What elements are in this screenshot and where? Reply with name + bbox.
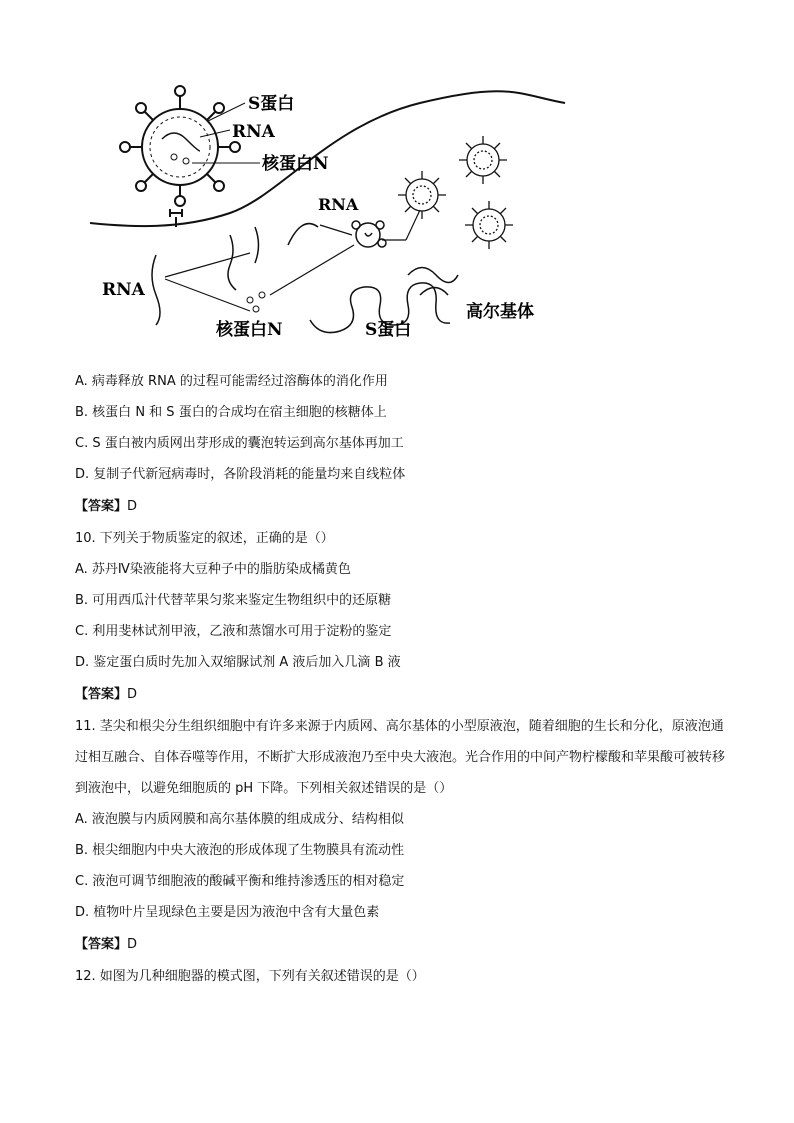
- q10-stem: 10. 下列关于物质鉴定的叙述，正确的是（）: [75, 531, 334, 546]
- q12-stem: 12. 如图为几种细胞器的模式图，下列有关叙述错误的是（）: [75, 969, 425, 984]
- q9-option-c: C. S 蛋白被内质网出芽形成的囊泡转运到高尔基体再加工: [75, 436, 404, 451]
- q10-answer: [75, 686, 137, 704]
- q9-option-d: D. 复制子代新冠病毒时，各阶段消耗的能量均来自线粒体: [75, 467, 406, 482]
- q9-answer: [75, 498, 137, 516]
- answer-tag: 【答案】: [75, 499, 128, 514]
- q11-answer: [75, 936, 137, 954]
- label-rna-mid: RNA: [318, 195, 359, 214]
- virus-infection-diagram: [90, 85, 570, 345]
- answer-tag: 【答案】: [75, 937, 128, 952]
- q10-option-b: B. 可用西瓜汁代替苹果匀浆来鉴定生物组织中的还原糖: [75, 593, 392, 608]
- answer-value: D: [127, 687, 138, 702]
- virion-icon: [398, 136, 513, 249]
- answer-tag: 【答案】: [75, 687, 128, 702]
- label-rna-left: RNA: [102, 280, 145, 300]
- q9-option-a: A. 病毒释放 RNA 的过程可能需经过溶酶体的消化作用: [75, 374, 388, 389]
- q11-stem: 11. 茎尖和根尖分生组织细胞中有许多来源于内质网、高尔基体的小型原液泡，随着细胞的生长和分化，原液泡通过相互融合、自体吞噬等作用，不断扩大形成液泡乃至中央大液泡。光合作用的中间产物柠檬酸和苹果酸可被转移到液泡中，以避免细胞质的 pH 下降。下列相关叙述错误的是（）: [75, 719, 726, 796]
- q9-option-b: B. 核蛋白 N 和 S 蛋白的合成均在宿主细胞的核糖体上: [75, 405, 387, 420]
- label-s-protein-top: S蛋白: [248, 94, 295, 114]
- q11-option-c: C. 液泡可调节细胞液的酸碱平衡和维持渗透压的相对稳定: [75, 874, 405, 889]
- label-rna-top: RNA: [232, 122, 275, 142]
- virus-particle-icon: [120, 86, 240, 206]
- label-nucleoprotein-bottom: 核蛋白N: [216, 320, 283, 340]
- q11-option-a: A. 液泡膜与内质网膜和高尔基体膜的组成成分、结构相似: [75, 812, 404, 827]
- q11-option-b: B. 根尖细胞内中央大液泡的形成体现了生物膜具有流动性: [75, 843, 405, 858]
- q10-option-c: C. 利用斐林试剂甲液，乙液和蒸馏水可用于淀粉的鉴定: [75, 624, 392, 639]
- label-golgi: 高尔基体: [466, 302, 534, 322]
- label-nucleoprotein-top: 核蛋白N: [262, 154, 329, 174]
- answer-value: D: [127, 499, 138, 514]
- q10-option-d: D. 鉴定蛋白质时先加入双缩脲试剂 A 液后加入几滴 B 液: [75, 655, 401, 670]
- q10-option-a: A. 苏丹Ⅳ染液能将大豆种子中的脂肪染成橘黄色: [75, 562, 351, 577]
- label-s-protein-bottom: S蛋白: [365, 320, 412, 340]
- answer-value: D: [127, 937, 138, 952]
- q11-option-d: D. 植物叶片呈现绿色主要是因为液泡中含有大量色素: [75, 905, 380, 920]
